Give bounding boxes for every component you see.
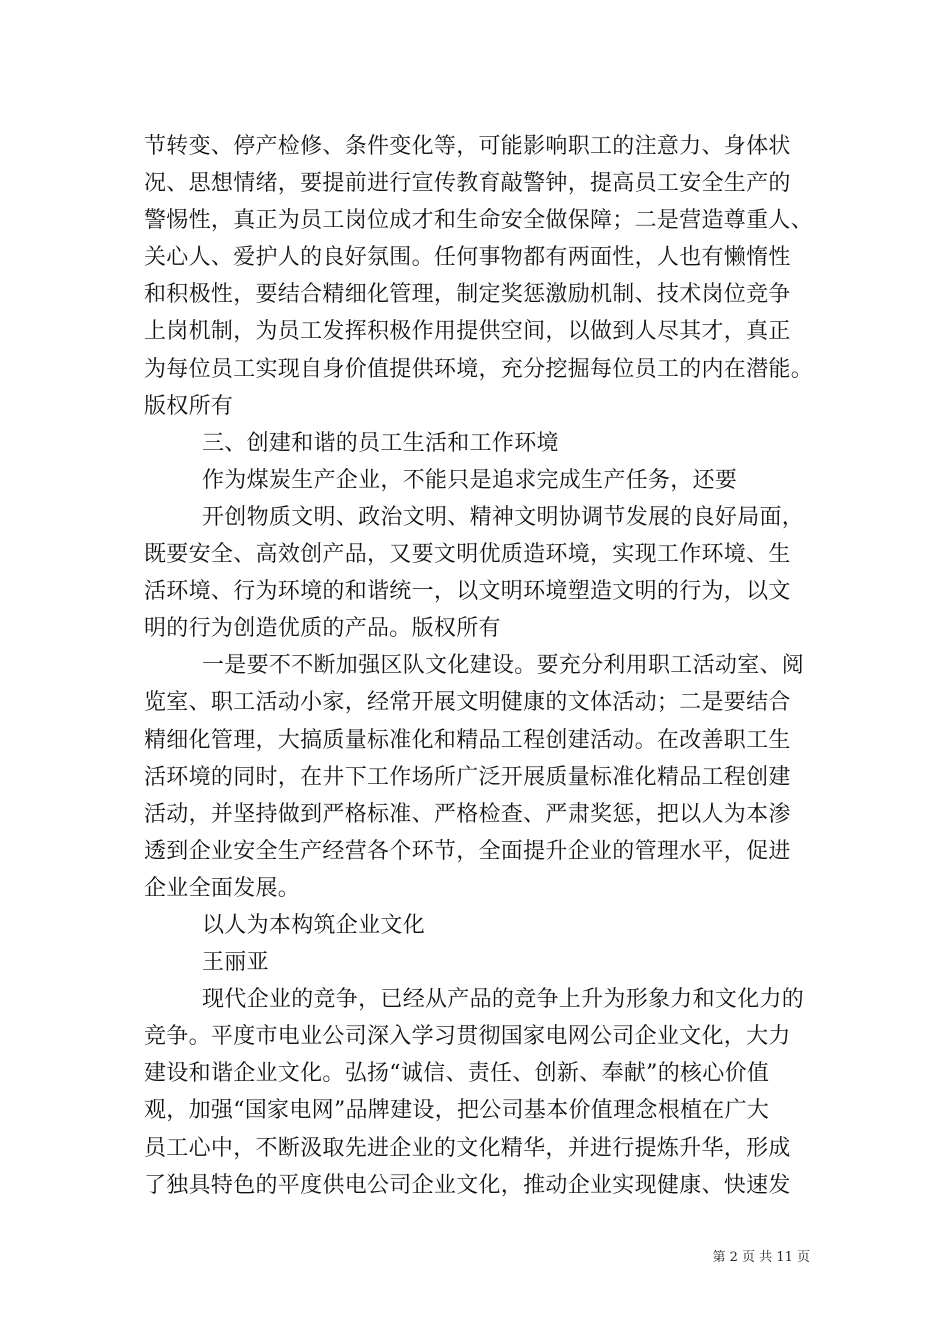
text-line: 活环境的同时，在井下工作场所广泛开展质量标准化精品工程创建 bbox=[144, 764, 791, 790]
text-line: 竞争。平度市电业公司深入学习贯彻国家电网公司企业文化，大力 bbox=[144, 1024, 791, 1050]
text-line: 了独具特色的平度供电公司企业文化，推动企业实现健康、快速发 bbox=[144, 1172, 791, 1198]
text-line: 员工心中，不断汲取先进企业的文化精华，并进行提炼升华，形成 bbox=[144, 1135, 791, 1161]
section-heading: 三、创建和谐的员工生活和工作环境 bbox=[202, 430, 559, 456]
article-author: 王丽亚 bbox=[202, 950, 269, 976]
text-line: 建设和谐企业文化。弘扬“诚信、责任、创新、奉献”的核心价值 bbox=[144, 1061, 770, 1087]
text-line: 节转变、停产检修、条件变化等，可能影响职工的注意力、身体状 bbox=[144, 134, 791, 159]
text-line: 一是要不不断加强区队文化建设。要充分利用职工活动室、阅 bbox=[202, 653, 805, 679]
text-line: 版权所有 bbox=[144, 393, 234, 419]
text-line: 况、思想情绪，要提前进行宣传教育敲警钟，提高员工安全生产的 bbox=[144, 171, 791, 197]
text-line: 透到企业安全生产经营各个环节，全面提升企业的管理水平，促进 bbox=[144, 838, 791, 864]
text-line: 览室、职工活动小家，经常开展文明健康的文体活动；二是要结合 bbox=[144, 690, 791, 716]
text-line: 和积极性，要结合精细化管理，制定奖惩激励机制、技术岗位竞争 bbox=[144, 282, 791, 308]
text-line: 既要安全、高效创产品，又要文明优质造环境，实现工作环境、生 bbox=[144, 542, 791, 568]
text-line: 观，加强“国家电网”品牌建设，把公司基本价值理念根植在广大 bbox=[144, 1098, 770, 1124]
text-line: 明的行为创造优质的产品。版权所有 bbox=[144, 616, 501, 642]
text-line: 企业全面发展。 bbox=[144, 875, 301, 901]
page-number: 第 2 页 共 11 页 bbox=[712, 1250, 810, 1265]
text-line: 开创物质文明、政治文明、精神文明协调节发展的良好局面， bbox=[202, 504, 805, 530]
text-line: 关心人、爱护人的良好氛围。任何事物都有两面性，人也有懒惰性 bbox=[144, 245, 791, 271]
text-line: 精细化管理，大搞质量标准化和精品工程创建活动。在改善职工生 bbox=[144, 727, 791, 753]
text-line: 为每位员工实现自身价值提供环境，充分挖掘每位员工的内在潜能。 bbox=[144, 356, 814, 382]
text-line: 活环境、行为环境的和谐统一，以文明环境塑造文明的行为，以文 bbox=[144, 579, 791, 605]
text-line: 现代企业的竞争，已经从产品的竞争上升为形象力和文化力的 bbox=[202, 987, 805, 1013]
text-line: 警惕性，真正为员工岗位成才和生命安全做保障；二是营造尊重人、 bbox=[144, 208, 814, 234]
text-line: 上岗机制，为员工发挥积极作用提供空间，以做到人尽其才，真正 bbox=[144, 319, 791, 345]
text-line: 作为煤炭生产企业，不能只是追求完成生产任务，还要 bbox=[202, 467, 738, 493]
document-body bbox=[144, 128, 814, 1204]
article-title: 以人为本构筑企业文化 bbox=[202, 912, 426, 938]
text-line: 活动，并坚持做到严格标准、严格检查、严肃奖惩，把以人为本渗 bbox=[144, 801, 791, 827]
